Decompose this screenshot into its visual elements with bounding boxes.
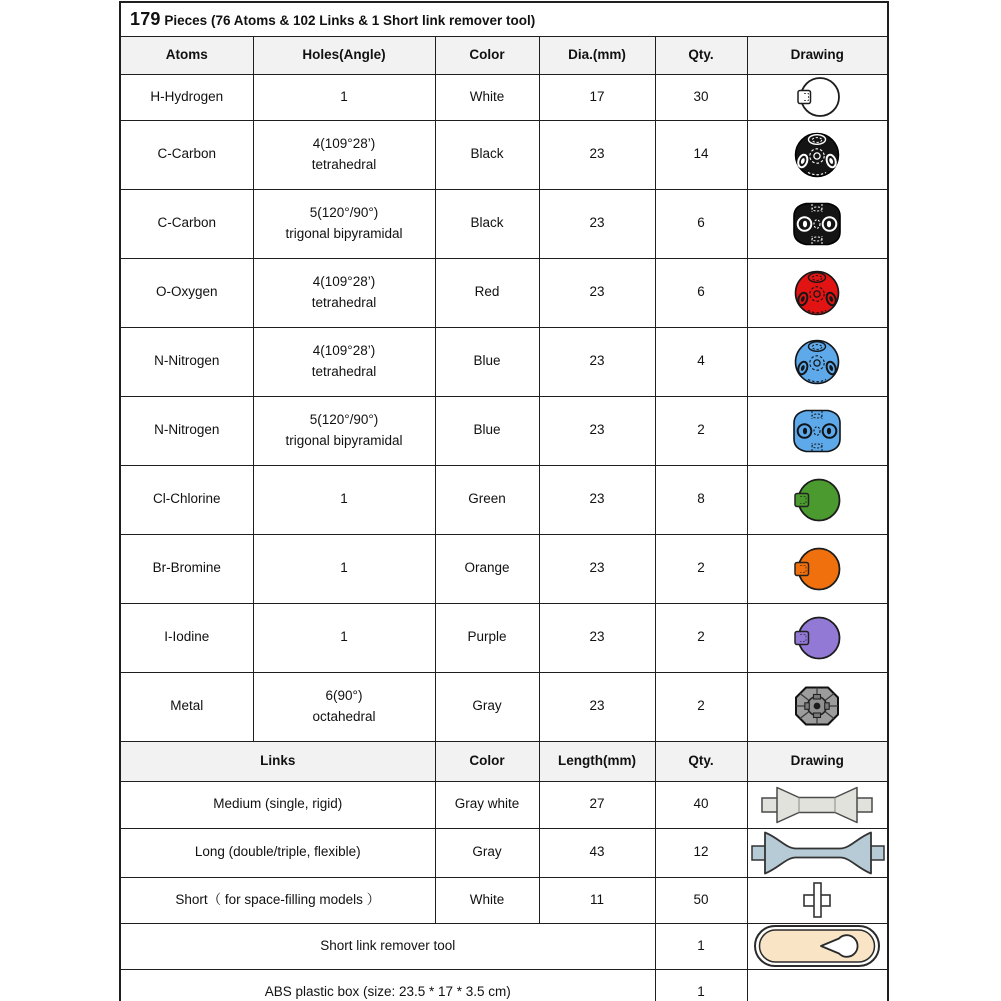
carbon-bipyramidal-icon [747,189,888,258]
metal-octahedral-icon [747,672,888,741]
atom-dia: 23 [539,534,655,603]
chlorine-atom-icon [747,465,888,534]
atom-holes: 1 [253,74,435,120]
title-cell [120,2,888,36]
atom-qty: 2 [655,396,747,465]
link-length: 27 [539,781,655,828]
table-row-carbon-5 [120,189,888,258]
atom-qty: 2 [655,603,747,672]
carbon-tetrahedral-icon [747,120,888,189]
atom-dia: 17 [539,74,655,120]
piece-count: 179 [130,8,161,29]
atom-name: I-Iodine [120,603,253,672]
table-row-chlorine [120,465,888,534]
iodine-atom-icon [747,603,888,672]
atom-color: Black [435,189,539,258]
col-header-qty: Qty. [655,36,747,74]
bromine-atom-icon [747,534,888,603]
link-length: 43 [539,828,655,877]
table-row-remover-tool [120,923,888,969]
extra-name: ABS plastic box (size: 23.5 * 17 * 3.5 cm) [120,969,655,1001]
link-name: Short（ for space-filling models ） [120,877,435,923]
atom-holes: 6(90°) octahedral [253,672,435,741]
parts-table [119,1,889,1001]
atom-color: Gray [435,672,539,741]
atom-holes: 4(109°28’) tetrahedral [253,327,435,396]
link-length: 11 [539,877,655,923]
col-header-link-qty: Qty. [655,741,747,781]
link-name: Medium (single, rigid) [120,781,435,828]
atom-qty: 6 [655,258,747,327]
table-row-oxygen [120,258,888,327]
col-header-dia: Dia.(mm) [539,36,655,74]
atom-color: Red [435,258,539,327]
table-row-nitrogen-5 [120,396,888,465]
empty-drawing-cell [747,969,888,1001]
table-row-nitrogen-4 [120,327,888,396]
oxygen-tetrahedral-icon [747,258,888,327]
atom-qty: 30 [655,74,747,120]
atom-dia: 23 [539,396,655,465]
long-link-icon [747,828,888,877]
atom-holes: 5(120°/90°) trigonal bipyramidal [253,396,435,465]
atom-qty: 14 [655,120,747,189]
atom-name: Br-Bromine [120,534,253,603]
atom-name: C-Carbon [120,189,253,258]
table-row-long-link [120,828,888,877]
hydrogen-atom-icon [747,74,888,120]
atom-holes: 4(109°28’) tetrahedral [253,120,435,189]
extra-name: Short link remover tool [120,923,655,969]
link-color: Gray white [435,781,539,828]
atom-name: C-Carbon [120,120,253,189]
atom-name: Cl-Chlorine [120,465,253,534]
link-color: Gray [435,828,539,877]
atom-color: Purple [435,603,539,672]
short-link-icon [747,877,888,923]
table-row-bromine [120,534,888,603]
atom-holes: 1 [253,534,435,603]
atom-dia: 23 [539,672,655,741]
table-row-carbon-4 [120,120,888,189]
col-header-holes: Holes(Angle) [253,36,435,74]
col-header-link-color: Color [435,741,539,781]
col-header-color: Color [435,36,539,74]
atom-dia: 23 [539,258,655,327]
link-qty: 12 [655,828,747,877]
atom-holes: 5(120°/90°) trigonal bipyramidal [253,189,435,258]
medium-link-icon [747,781,888,828]
atom-qty: 2 [655,672,747,741]
remover-tool-icon [747,923,888,969]
table-row-medium-link [120,781,888,828]
atom-name: N-Nitrogen [120,327,253,396]
nitrogen-bipyramidal-icon [747,396,888,465]
title-row [120,2,888,36]
col-header-drawing: Drawing [747,36,888,74]
nitrogen-tetrahedral-icon [747,327,888,396]
atom-name: Metal [120,672,253,741]
atom-name: O-Oxygen [120,258,253,327]
atom-dia: 23 [539,603,655,672]
link-name: Long (double/triple, flexible) [120,828,435,877]
extra-qty: 1 [655,923,747,969]
title-text: Pieces (76 Atoms & 102 Links & 1 Short link remover tool) [164,12,536,28]
atom-name: H-Hydrogen [120,74,253,120]
atom-dia: 23 [539,327,655,396]
atom-color: Black [435,120,539,189]
col-header-links: Links [120,741,435,781]
links-header-row [120,741,888,781]
col-header-link-drawing: Drawing [747,741,888,781]
atom-color: White [435,74,539,120]
table-row-short-link [120,877,888,923]
atom-color: Blue [435,396,539,465]
table-row-abs-box [120,969,888,1001]
atom-holes: 1 [253,465,435,534]
atom-qty: 2 [655,534,747,603]
atom-name: N-Nitrogen [120,396,253,465]
extra-qty: 1 [655,969,747,1001]
atom-dia: 23 [539,465,655,534]
atom-qty: 6 [655,189,747,258]
atom-qty: 8 [655,465,747,534]
col-header-length: Length(mm) [539,741,655,781]
col-header-atoms: Atoms [120,36,253,74]
atom-dia: 23 [539,120,655,189]
table-row-metal [120,672,888,741]
table-row-iodine [120,603,888,672]
atom-color: Orange [435,534,539,603]
atoms-header-row [120,36,888,74]
atom-color: Green [435,465,539,534]
link-qty: 50 [655,877,747,923]
atom-holes: 4(109°28’) tetrahedral [253,258,435,327]
link-qty: 40 [655,781,747,828]
link-color: White [435,877,539,923]
atom-color: Blue [435,327,539,396]
atom-dia: 23 [539,189,655,258]
atom-holes: 1 [253,603,435,672]
atom-qty: 4 [655,327,747,396]
table-row-hydrogen [120,74,888,120]
